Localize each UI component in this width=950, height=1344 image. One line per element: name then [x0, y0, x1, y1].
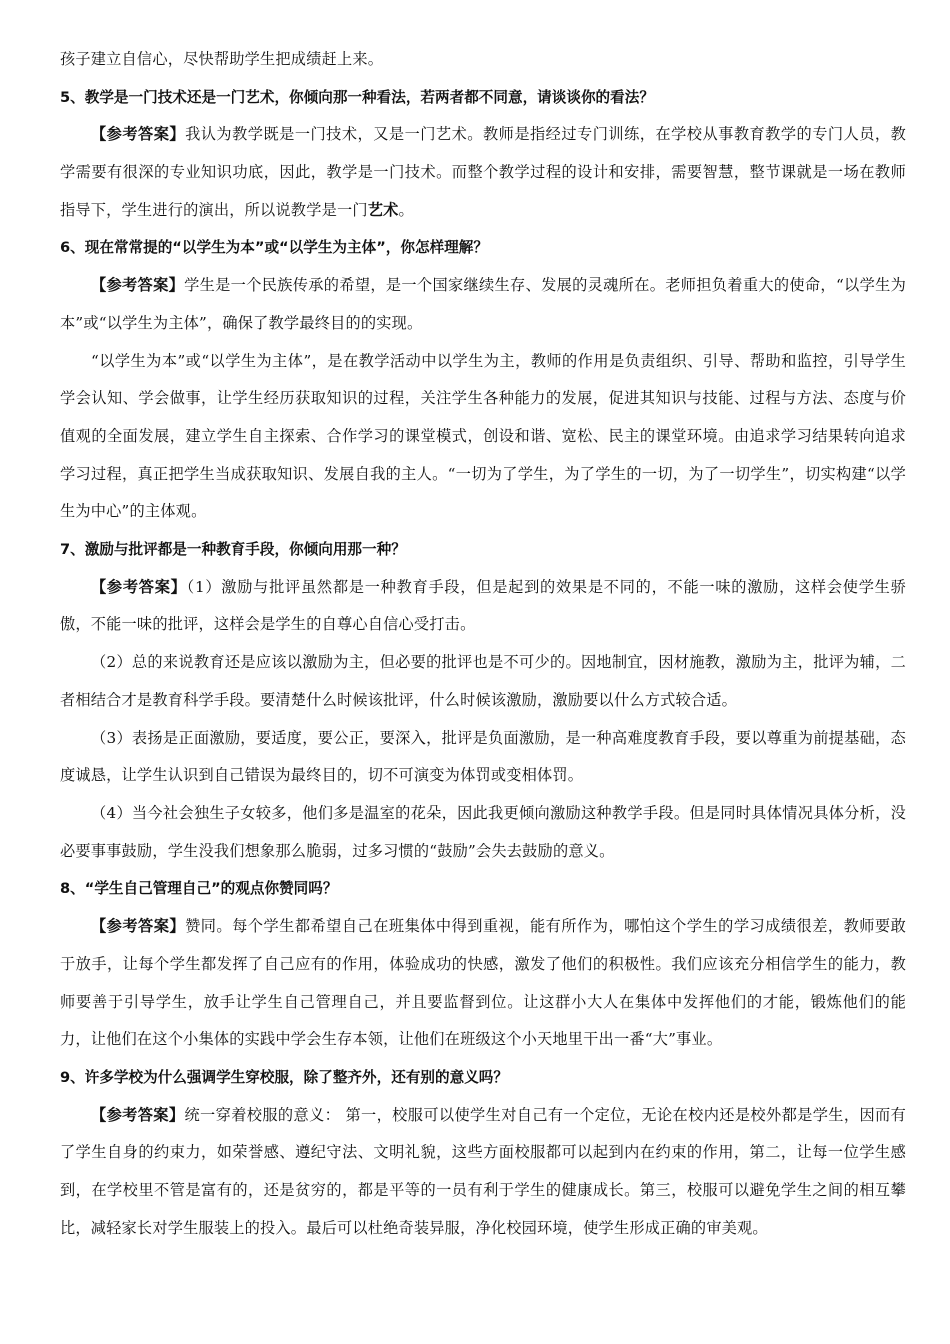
answer-9-text: 统一穿着校服的意义： 第一，校服可以使学生对自己有一个定位，无论在校内还是校外都是学生，因而有了学生自身的约束力，如荣誉感、遵纪守法、文明礼貌，这些方面校服都可以起到内在约束的作用，第二，让每一位学生感到，在学校里不管是富有的，还是贫穷的，都是平等的一员有利于学生的健康成长。第三，校服可以避免学生之间的相互攀比，减轻家长对学生服装上的投入。最后可以杜绝奇装异服，净化校园环境，使学生形成正确的审美观。 — [60, 1105, 907, 1237]
question-5-heading: 5、教学是一门技术还是一门艺术，你倾向那一种看法，若两者都不同意，请谈谈你的看法？ — [60, 88, 654, 106]
answer-5-emphasis: 艺术 — [367, 200, 399, 219]
document-page — [60, 41, 906, 1247]
answer-5-paragraph — [60, 116, 906, 229]
answer-6-text-1: 学生是一个民族传承的希望，是一个国家继续生存、发展的灵魂所在。老师担负着重大的使命，“以学生为本”或“以学生为主体”，确保了教学最终目的的实现。 — [60, 276, 906, 332]
answer-5-text: 我认为教学既是一门技术，又是一门艺术。教师是指经过专门训练，在学校从事教育教学的专门人员，教学需要有很深的专业知识功底，因此，教学是一门技术。而整个教学过程的设计和安排，需要智慧，整节课就是一场在教师指导下，学生进行的演出，所以说教学是一门 — [60, 125, 907, 219]
answer-7-text-1: （1）激励与批评虽然都是一种教育手段，但是起到的效果是不同的，不能一味的激励，这样会使学生骄傲，不能一味的批评，这样会是学生的自尊心自信心受打击。 — [60, 577, 907, 634]
question-8-heading: 8、“学生自己管理自己”的观点你赞同吗？ — [60, 880, 338, 898]
answer-7-paragraph-3: （3）表扬是正面激励，要适度，要公正，要深入，批评是负面激励，是一种高难度教育手段，要以尊重为前提基础，态度诚恳，让学生认识到自己错误为最终目的，切不可演变为体罚或变相体罚。 — [60, 728, 906, 785]
answer-7-paragraph-1 — [60, 569, 906, 644]
intro-line: 孩子建立自信心，尽快帮助学生把成绩赶上来。 — [60, 50, 384, 68]
answer-7-paragraph-4: （4）当今社会独生子女较多，他们多是温室的花朵，因此我更倾向激励这种教学手段。但是同时具体情况具体分析，没必要事事鼓励，学生没我们想象那么脆弱，过多习惯的“鼓励”会失去鼓励的意义。 — [60, 804, 906, 860]
answer-9-paragraph — [60, 1097, 906, 1248]
answer-tag: 【参考答案】 — [91, 276, 185, 295]
question-6-heading: 6、现在常常提的“以学生为本”或“以学生为主体”，你怎样理解？ — [60, 239, 488, 257]
question-9-heading: 9、许多学校为什么强调学生穿校服，除了整齐外，还有别的意义吗？ — [60, 1068, 508, 1086]
answer-tag: 【参考答案】 — [91, 577, 187, 596]
answer-8-paragraph — [60, 908, 906, 1059]
answer-tag: 【参考答案】 — [91, 917, 186, 936]
question-7-heading: 7、激励与批评都是一种教育手段，你倾向用那一种？ — [60, 541, 406, 559]
answer-8-text: 赞同。每个学生都希望自己在班集体中得到重视，能有所作为，哪怕这个学生的学习成绩很差，教师要敢于放手，让每个学生都发挥了自己应有的作用，体验成功的快感，激发了他们的积极性。我们应该充分相信学生的能力，教师要善于引导学生，放手让学生自己管理自己，并且要监督到位。让这群小大人在集体中发挥他们的才能，锻炼他们的能力，让他们在这个小集体的实践中学会生存本领，让他们在班级这个小天地里干出一番“大”事业。 — [60, 917, 907, 1049]
answer-tag: 【参考答案】 — [91, 1105, 185, 1124]
answer-6-paragraph-2: “以学生为本”或“以学生为主体”，是在教学活动中以学生为主，教师的作用是负责组织、引导、帮助和监控，引导学生学会认知、学会做事，让学生经历获取知识的过程，关注学生各种能力的发展，促进其知识与技能、过程与方法、态度与价值观的全面发展，建立学生自主探索、合作学习的课堂模式，创设和谐、宽松、民主的课堂环境。由追求学习结果转向追求学习过程，真正把学生当成获取知识、发展自我的主人。“一切为了学生，为了学生的一切，为了一切学生”，切实构建“以学生为中心”的主体观。 — [60, 351, 906, 521]
answer-5-end: 。 — [398, 200, 414, 219]
answer-tag: 【参考答案】 — [91, 125, 186, 144]
answer-7-paragraph-2: （2）总的来说教育还是应该以激励为主，但必要的批评也是不可少的。因地制宜，因材施教，激励为主，批评为辅，二者相结合才是教育科学手段。要清楚什么时候该批评，什么时候该激励，激励要以什么方式较合适。 — [60, 653, 906, 709]
answer-6-paragraph-1 — [60, 267, 906, 342]
